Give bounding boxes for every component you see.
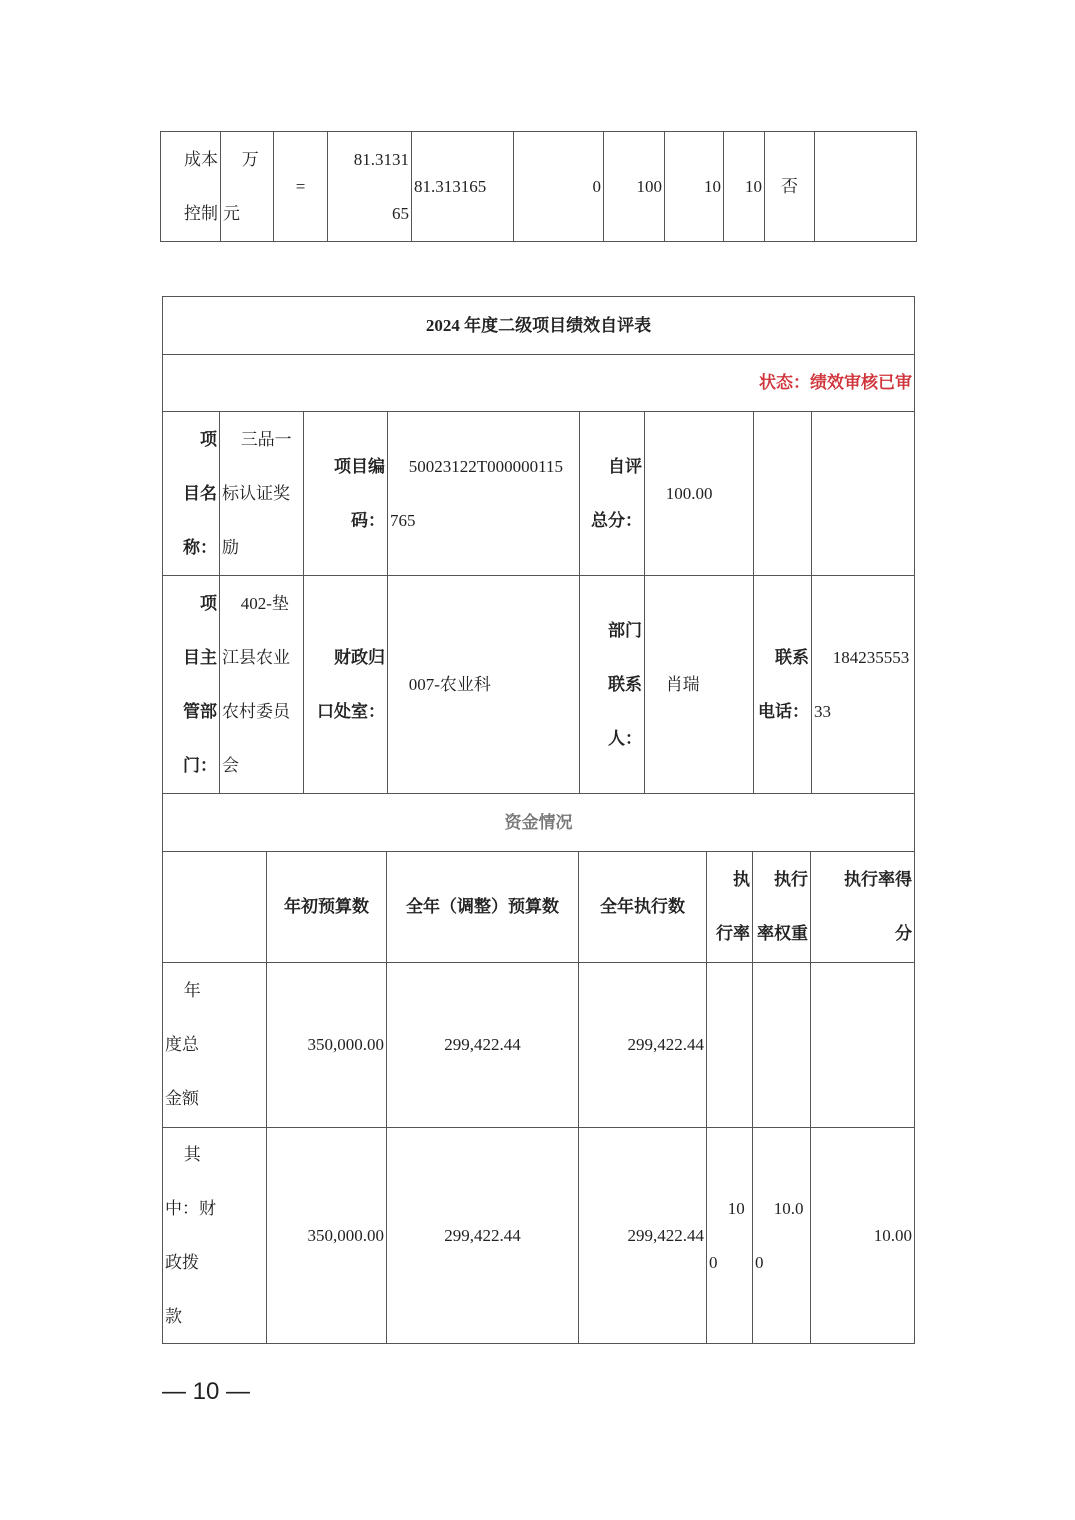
contact: 肖瑞 xyxy=(644,575,754,794)
funds-header-exec-weight: 执行 率权重 xyxy=(752,851,811,963)
note-cell xyxy=(814,131,917,242)
funds-cell-adjusted-budget: 299,422.44 xyxy=(386,962,579,1128)
funds-header-initial-budget: 年初预算数 xyxy=(266,851,387,963)
target-cell: 81.3131 65 xyxy=(327,131,412,242)
project-name: 三品一 标认证奖 励 xyxy=(219,411,304,576)
phone: 184235553 33 xyxy=(811,575,915,794)
funds-cell-exec-score: 10.00 xyxy=(810,1127,915,1344)
funds-cell-row-label: 年 度总 金额 xyxy=(162,962,267,1128)
total-score: 100.00 xyxy=(644,411,754,576)
contact-label: 部门 联系 人： xyxy=(579,575,645,794)
funds-cell-exec-weight: 10.0 0 xyxy=(752,1127,811,1344)
status-badge: 状态：绩效审核已审 xyxy=(162,354,915,412)
office: 007-农业科 xyxy=(387,575,580,794)
actual-cell: 81.313165 xyxy=(411,131,514,242)
dept: 402-垫 江县农业 农村委员 会 xyxy=(219,575,304,794)
funds-heading: 资金情况 xyxy=(162,793,915,852)
funds-cell-adjusted-budget: 299,422.44 xyxy=(386,1127,579,1344)
flag-cell: 否 xyxy=(764,131,815,242)
office-label: 财政归 口处室： xyxy=(303,575,388,794)
project-code: 50023122T000000115 765 xyxy=(387,411,580,576)
dept-label: 项 目主 管部 门： xyxy=(162,575,220,794)
indicator-cell: 成本 控制 xyxy=(160,131,221,242)
funds-cell-initial-budget: 350,000.00 xyxy=(266,962,387,1128)
funds-cell-executed: 299,422.44 xyxy=(578,1127,707,1344)
funds-header-exec-score: 执行率得 分 xyxy=(810,851,915,963)
score-cell: 10 xyxy=(723,131,765,242)
funds-cell-exec-weight xyxy=(752,962,811,1128)
funds-cell-executed: 299,422.44 xyxy=(578,962,707,1128)
funds-cell-exec-rate: 10 0 xyxy=(706,1127,753,1344)
weight-cell: 10 xyxy=(664,131,724,242)
funds-header-exec-rate: 执 行率 xyxy=(706,851,753,963)
score-label: 自评 总分： xyxy=(579,411,645,576)
empty-cell xyxy=(811,411,915,576)
unit-cell: 万 元 xyxy=(220,131,274,242)
funds-cell-exec-score xyxy=(810,962,915,1128)
operator-cell: = xyxy=(273,131,328,242)
project-code-label: 项目编 码： xyxy=(303,411,388,576)
phone-label: 联系 电话： xyxy=(753,575,812,794)
funds-cell-initial-budget: 350,000.00 xyxy=(266,1127,387,1344)
funds-cell-exec-rate xyxy=(706,962,753,1128)
project-name-label: 项 目名 称： xyxy=(162,411,220,576)
deviation-cell: 0 xyxy=(513,131,604,242)
completion-cell: 100 xyxy=(603,131,665,242)
page-number: — 10 — xyxy=(162,1378,251,1405)
funds-cell-row-label: 其 中：财 政拨 款 xyxy=(162,1127,267,1344)
funds-header-adjusted-budget: 全年（调整）预算数 xyxy=(386,851,579,963)
form-title: 2024 年度二级项目绩效自评表 xyxy=(162,296,915,355)
funds-header-row-label xyxy=(162,851,267,963)
funds-header-executed: 全年执行数 xyxy=(578,851,707,963)
empty-cell xyxy=(753,411,812,576)
